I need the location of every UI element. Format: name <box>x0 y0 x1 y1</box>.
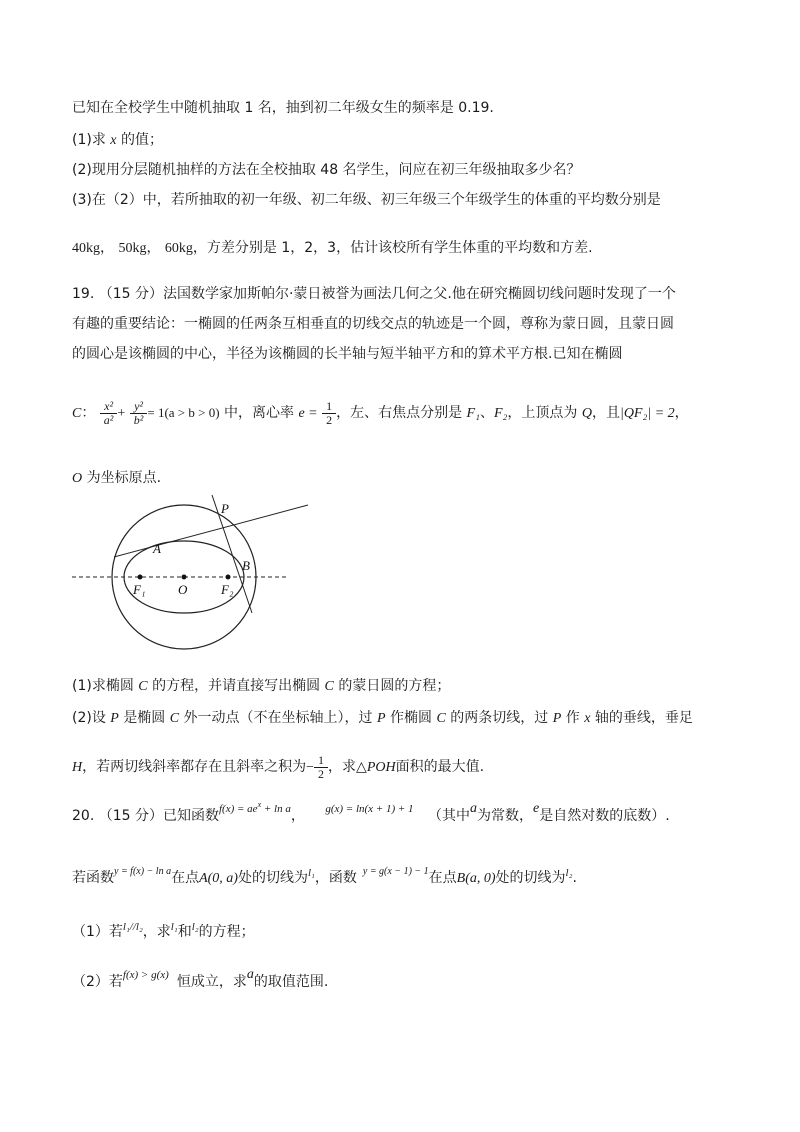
label-b: B <box>242 558 250 573</box>
q19-sub1: (1)求椭圆 C 的方程，并请直接写出椭圆 C 的蒙日圆的方程； <box>72 678 451 694</box>
q18-part2: (2)现用分层随机抽样的方法在全校抽取 48 名学生，问应在初三年级抽取多少名？ <box>72 162 581 178</box>
q19-sub2-cont: H，若两切线斜率都存在且斜率之积为− $\frac{1}{2}$ ，求△POH面积的最大值. <box>72 752 485 781</box>
q18-weights: 40kg， 50kg， 60kg，方差分别是 1，2，3，估计该校所有学生体重的平均数和方差. <box>72 240 593 256</box>
q19-line2: 有趣的重要结论：一椭圆的任两条互相垂直的切线交点的轨迹是一个圆，尊称为蒙日圆，且蒙日圆 <box>72 316 674 332</box>
label-a: A <box>153 541 161 556</box>
origin-point <box>182 575 187 580</box>
q20-part1: （1）若$^{l_1//l_2}$，求$^{l_1}$和$^{l_2}$的方程； <box>72 921 255 940</box>
q19-ellipse-equation: C： $\frac{\text{x²}}{\text{a²}}$ + $\frac{\text{y²}}{\text{b²}}$ = 1(a > b > 0) 中，离心率 e = $\frac{1}{2}$ ，左、右焦点分别是 F₁、F₂，上顶点为 Q，且|QF₂| = 2， <box>72 398 689 427</box>
ellipse-monge-circle-figure <box>70 495 310 655</box>
label-f2: F₂ <box>221 582 234 597</box>
q19-line5: O 为坐标原点. <box>72 470 162 486</box>
q20-line1: 20. （15 分）已知函数$^{f(x) = aex}$ $^{+ ln a}$， $^{g(x) = ln(x + 1) + 1}$ （其中a为常数，e是自然对数的底数）. <box>72 800 670 824</box>
q19-line1: 19. （15 分）法国数学家加斯帕尔·蒙日被誉为画法几何之父.他在研究椭圆切线问题时发现了一个 <box>72 286 676 302</box>
label-f1: F₁ <box>133 582 146 597</box>
q18-intro: 已知在全校学生中随机抽取 1 名，抽到初二年级女生的频率是 0.19. <box>72 100 494 116</box>
q18-part3: (3)在（2）中，若所抽取的初一年级、初二年级、初三年级三个年级学生的体重的平均数分别是 <box>72 192 661 208</box>
q19-line3: 的圆心是该椭圆的中心，半径为该椭圆的长半轴与短半轴平方和的算术平方根.已知在椭圆 <box>72 346 623 362</box>
q20-part2: （2）若$^{f(x) > g(x)}$ 恒成立，求a的取值范围. <box>72 967 329 990</box>
q18-part1: (1)求 x 的值； <box>72 132 163 148</box>
focus-f2-point <box>226 575 231 580</box>
q20-line2: 若函数$^{y = f(x) - ln a}$在点A(0, a)处的切线为$^{l_1}$，函数 $^{y = g(x - 1) - 1}$在点B(a, 0)处的切线为$^{l_2}$. <box>72 866 577 886</box>
q19-sub2: (2)设 P 是椭圆 C 外一动点（不在坐标轴上），过 P 作椭圆 C 的两条切线，过 P 作 x 轴的垂线，垂足 <box>72 710 693 726</box>
tangent-line-a <box>114 505 308 557</box>
label-o: O <box>178 582 188 597</box>
focus-f1-point <box>138 575 143 580</box>
label-p: P <box>221 501 229 516</box>
